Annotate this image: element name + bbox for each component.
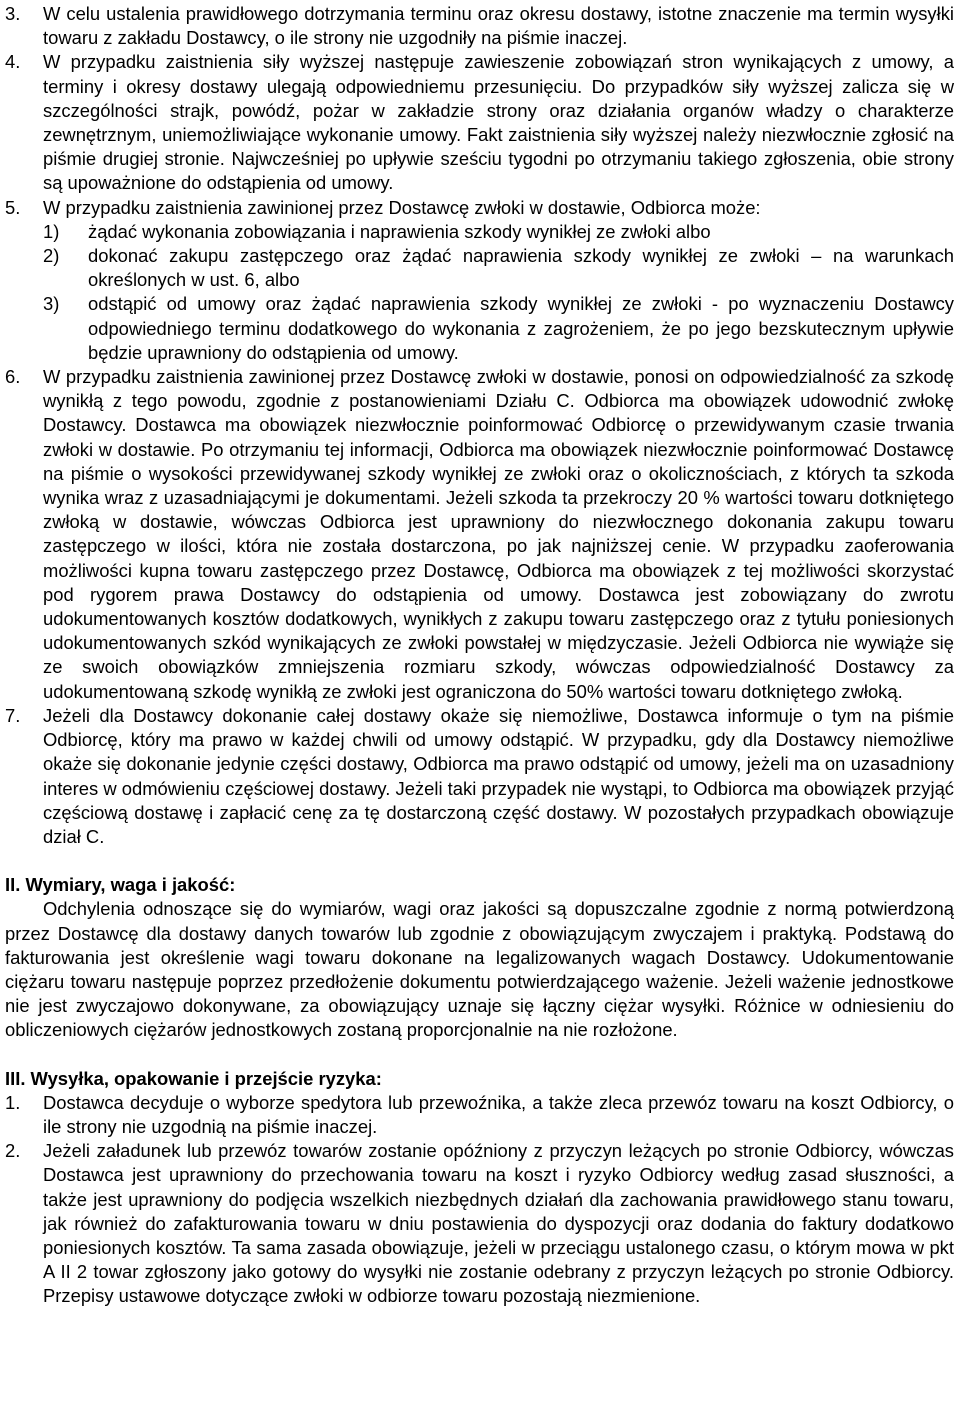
list-item [5,365,954,704]
item-number: 6. [5,366,21,388]
section-paragraph: Odchylenia odnoszące się do wymiarów, wagi oraz jakości są dopuszczalne zgodnie z normą potwierdzoną przez Dostawcę dla dostawy danych towarów lub zgodnie z obowiązującym zwyczajem i praktyką. Podstawą do fakturowania jest określenie wagi towaru dokonane na legalizowanych wagach Dostawcy. Udokumentowanie ciężaru towaru następuje poprzez przedłożenie dokumentu potwierdzającego ważenie. Jeżeli ważenie jednostkowe nie jest zwyczajowo dokonywane, za obowiązujący uznaje się łączny ciężar wysyłki. Różnice w odniesieniu do obliczeniowych ciężarów jednostkowych zostaną proporcjonalnie na nie rozłożone. [5,898,954,1041]
list-item [5,1139,954,1308]
list-item [5,1091,954,1139]
sub-item-text: żądać wykonania zobowiązania i naprawienia szkody wynikłej ze zwłoki albo [88,220,711,242]
item-number: 4. [5,51,21,73]
item-number: 7. [5,704,21,726]
item-text: Dostawca decyduje o wyborze spedytora lub przewoźnika, a także zleca przewóz towaru na koszt Odbiorcy, o ile strony nie uzgodnią na piśmie inaczej. [43,1091,954,1137]
sub-item-number: 1) [43,220,60,242]
sub-item-number: 3) [43,293,60,315]
section-heading: II. Wymiary, waga i jakość: [5,874,236,896]
item-text: W przypadku zaistnienia siły wyższej następuje zawieszenie zobowiązań stron wynikających z umowy, a terminy i okresy dostawy ulegają odpowiedniemu przesunięciu. Do przypadków siły wyższej zalicza się w szczególności strajk, powódź, pożar w zakładzie strony oraz działania organów władzy o charakterze zewnętrznym, uniemożliwiające wykonanie umowy. Fakt zaistnienia siły wyższej należy niezwłocznie zgłosić na piśmie drugiej stronie. Najwcześniej po upływie sześciu tygodni po otrzymaniu takiego zgłoszenia, obie strony są upoważnione do odstąpienia od umowy. [43,51,954,194]
item-number: 1. [5,1091,21,1113]
list-item [5,196,954,220]
sub-list-item [43,220,954,244]
sub-list-item [43,292,954,365]
item-text: W celu ustalenia prawidłowego dotrzymania terminu oraz okresu dostawy, istotne znaczenie ma termin wysyłki towaru z zakładu Dostawcy, o ile strony nie uzgodniły na piśmie inaczej. [43,3,954,49]
item-number: 3. [5,3,21,24]
item-number: 2. [5,1140,21,1162]
section-heading: III. Wysyłka, opakowanie i przejście ryzyka: [5,1067,382,1089]
sub-item-text: dokonać zakupu zastępczego oraz żądać naprawienia szkody wynikłej ze zwłoki – na warunkach określonych w ust. 6, albo [88,245,954,291]
list-item [5,704,954,849]
list-item [5,50,954,195]
item-text: W przypadku zaistnienia zawinionej przez Dostawcę zwłoki w dostawie, Odbiorca może: [43,196,761,218]
sub-list-item [43,244,954,292]
sub-item-number: 2) [43,245,60,267]
item-number: 5. [5,196,21,218]
sub-item-text: odstąpić od umowy oraz żądać naprawienia szkody wynikłej ze zwłoki - po wyznaczeniu Dostawcy odpowiedniego terminu dodatkowego do wykonania z zagrożeniem, że po jego bezskutecznym upływie będzie uprawniony do odstąpienia od umowy. [88,293,954,363]
item-text: W przypadku zaistnienia zawinionej przez Dostawcę zwłoki w dostawie, ponosi on odpowiedzialność za szkodę wynikłą z tego powodu, zgodnie z postanowieniami Działu C. Odbiorca ma obowiązek udowodnić zwłokę Dostawcy. Dostawca ma obowiązek niezwłocznie poinformować Odbiorcę o przewidywanym czasie trwania zwłoki w dostawie. Po otrzymaniu tej informacji, Odbiorca ma obowiązek niezwłocznie poinformować Dostawcę na piśmie o wysokości przewidywanej szkody wynikłej ze zwłoki oraz o okolicznościach, z których ta szkoda wynika wraz z uzasadniającymi je dokumentami. Jeżeli szkoda ta przekroczy 20 % wartości towaru dotkniętego zwłoką w dostawie, wówczas Odbiorca jest uprawniony do niezwłocznego dokonania zakupu towaru zastępczego w ilości, która nie została dostarczona, po jak najniższej cenie. W przypadku zaoferowania możliwości kupna towaru zastępczego przez Dostawcę, Odbiorca ma obowiązek z tej możliwości skorzystać pod rygorem prawa Dostawcy do odstąpienia od umowy. Dostawca jest zobowiązany do zwrotu udokumentowanych kosztów dodatkowych, wynikłych z zakupu towaru zastępczego oraz z tytułu poniesionych udokumentowanych szkód wynikających ze zwłoki powstałej w międzyczasie. Jeżeli Odbiorca nie wywiąże się ze swoich obowiązków zmniejszenia rozmiaru szkody, wówczas odpowiedzialność Dostawcy za udokumentowaną szkodę wynikłą ze zwłoki jest ograniczona do 50% wartości towaru dotkniętego zwłoką. [43,366,954,702]
item-text: Jeżeli dla Dostawcy dokonanie całej dostawy okaże się niemożliwe, Dostawca informuje o tym na piśmie Odbiorcę, który ma prawo w każdej chwili od umowy odstąpić. W przypadku, gdy dla Dostawcy niemożliwe okaże się dokonanie jedynie części dostawy, Odbiorca ma prawo odstąpić od umowy, jeżeli ma on uzasadniony interes w odmówieniu częściowej dostawy. Jeżeli taki przypadek nie wystąpi, to Odbiorca ma obowiązek przyjąć częściową dostawę i zapłacić cenę za tę dostarczoną część dostawy. W pozostałych przypadkach obowiązuje dział C. [43,704,954,847]
list-item [5,2,954,50]
item-text: Jeżeli załadunek lub przewóz towarów zostanie opóźniony z przyczyn leżących po stronie Odbiorcy, wówczas Dostawca jest uprawniony do przechowania towaru na koszt i ryzyko Odbiorcy według zasad słuszności, a także jest uprawniony do podjęcia wszelkich niezbędnych działań dla zachowania prawidłowego stanu towaru, jak również do zafakturowania towaru w dniu postawienia do dyspozycji oraz dodania do faktury dodatkowo poniesionych kosztów. Ta sama zasada obowiązuje, jeżeli w przeciągu ustalonego czasu, o którym mowa w pkt A II 2 towar zgłoszony jako gotowy do wysyłki nie zostanie odebrany z przyczyn leżących po stronie Odbiorcy. Przepisy ustawowe dotyczące zwłoki w odbiorze towaru pozostają niezmienione. [43,1140,954,1307]
